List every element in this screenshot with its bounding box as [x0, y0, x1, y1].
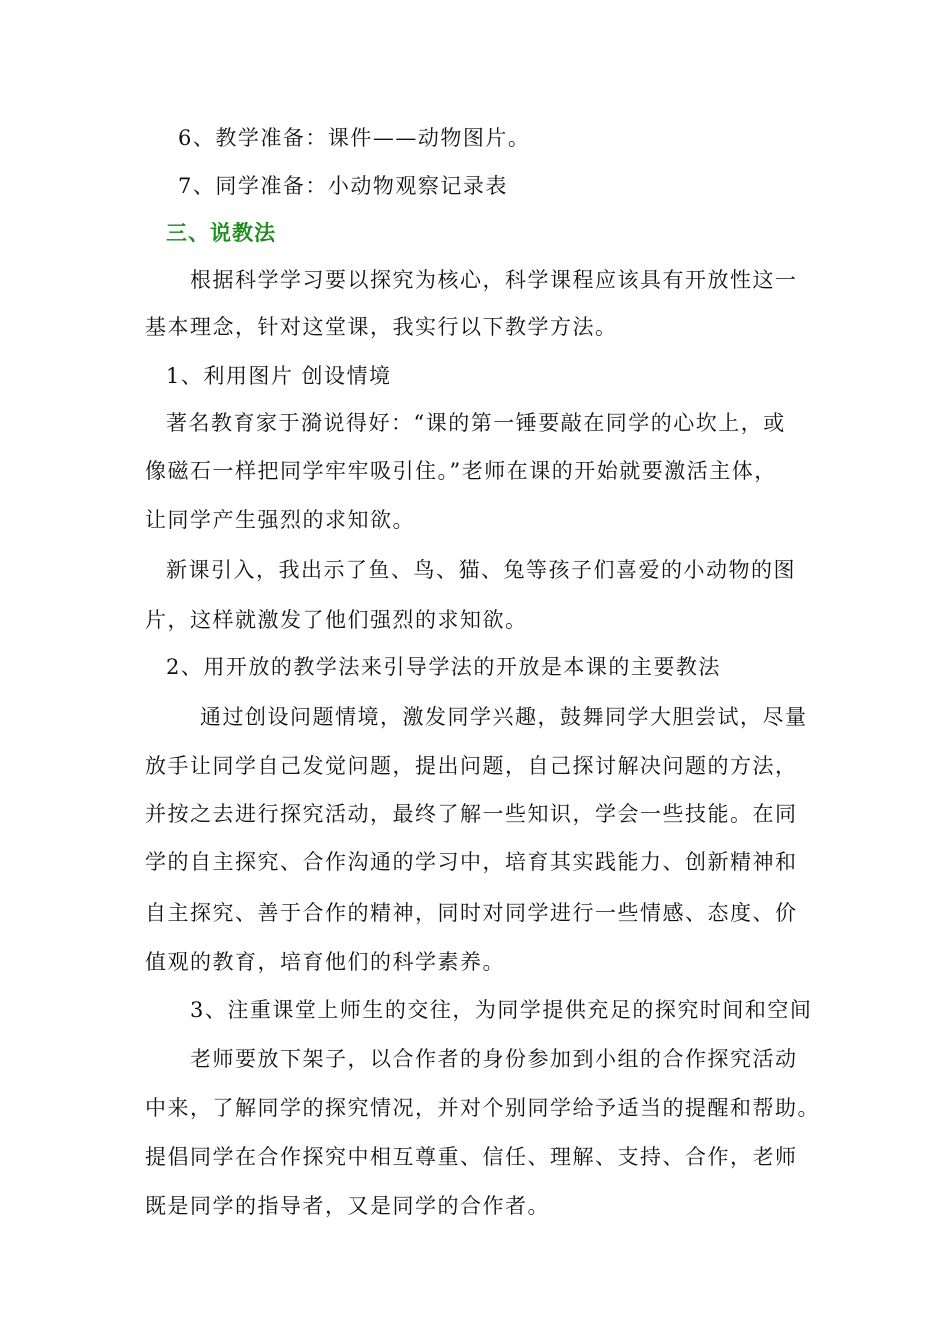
paragraph-line: 著名教育家于漪说得好：“课的第一锤要敲在同学的心坎上，或 — [166, 411, 786, 435]
paragraph-line: 值观的教育，培育他们的科学素养。 — [145, 950, 505, 974]
paragraph-line: 学的自主探究、合作沟通的学习中，培育其实践能力、创新精神和 — [145, 850, 798, 874]
prep-item-7: 7、同学准备：小动物观察记录表 — [178, 174, 508, 198]
paragraph-line: 并按之去进行探究活动，最终了解一些知识，学会一些技能。在同 — [145, 802, 798, 826]
paragraph-line: 既是同学的指导者，又是同学的合作者。 — [145, 1194, 550, 1218]
paragraph-line: 放手让同学自己发觉问题，提出问题，自己探讨解决问题的方法， — [145, 754, 798, 778]
paragraph-line: 新课引入，我出示了鱼、鸟、猫、兔等孩子们喜爱的小动物的图 — [166, 558, 796, 582]
paragraph-line: 通过创设问题情境，激发同学兴趣，鼓舞同学大胆尝试，尽量 — [200, 705, 808, 729]
paragraph-line: 提倡同学在合作探究中相互尊重、信任、理解、支持、合作，老师 — [145, 1145, 798, 1169]
paragraph-line: 自主探究、善于合作的精神，同时对同学进行一些情感、态度、价 — [145, 901, 798, 925]
paragraph-line: 让同学产生强烈的求知欲。 — [145, 508, 415, 532]
section-heading-teaching-method: 三、说教法 — [166, 221, 276, 245]
method-heading-1: 1、利用图片 创设情境 — [166, 364, 392, 388]
paragraph-line: 中来，了解同学的探究情况，并对个别同学给予适当的提醒和帮助。 — [145, 1096, 820, 1120]
paragraph-line: 像磁石一样把同学牢牢吸引住。”老师在课的开始就要激活主体， — [145, 459, 777, 483]
paragraph-line: 基本理念，针对这堂课，我实行以下教学方法。 — [145, 315, 618, 339]
paragraph-line: 片，这样就激发了他们强烈的求知欲。 — [145, 608, 528, 632]
paragraph-line: 根据科学学习要以探究为核心，科学课程应该具有开放性这一 — [190, 268, 798, 292]
method-heading-3: 3、注重课堂上师生的交往，为同学提供充足的探究时间和空间 — [190, 998, 813, 1022]
method-heading-2: 2、用开放的教学法来引导学法的开放是本课的主要教法 — [166, 655, 721, 679]
prep-item-6: 6、教学准备：课件——动物图片。 — [178, 126, 531, 150]
paragraph-line: 老师要放下架子，以合作者的身份参加到小组的合作探究活动 — [190, 1047, 798, 1071]
